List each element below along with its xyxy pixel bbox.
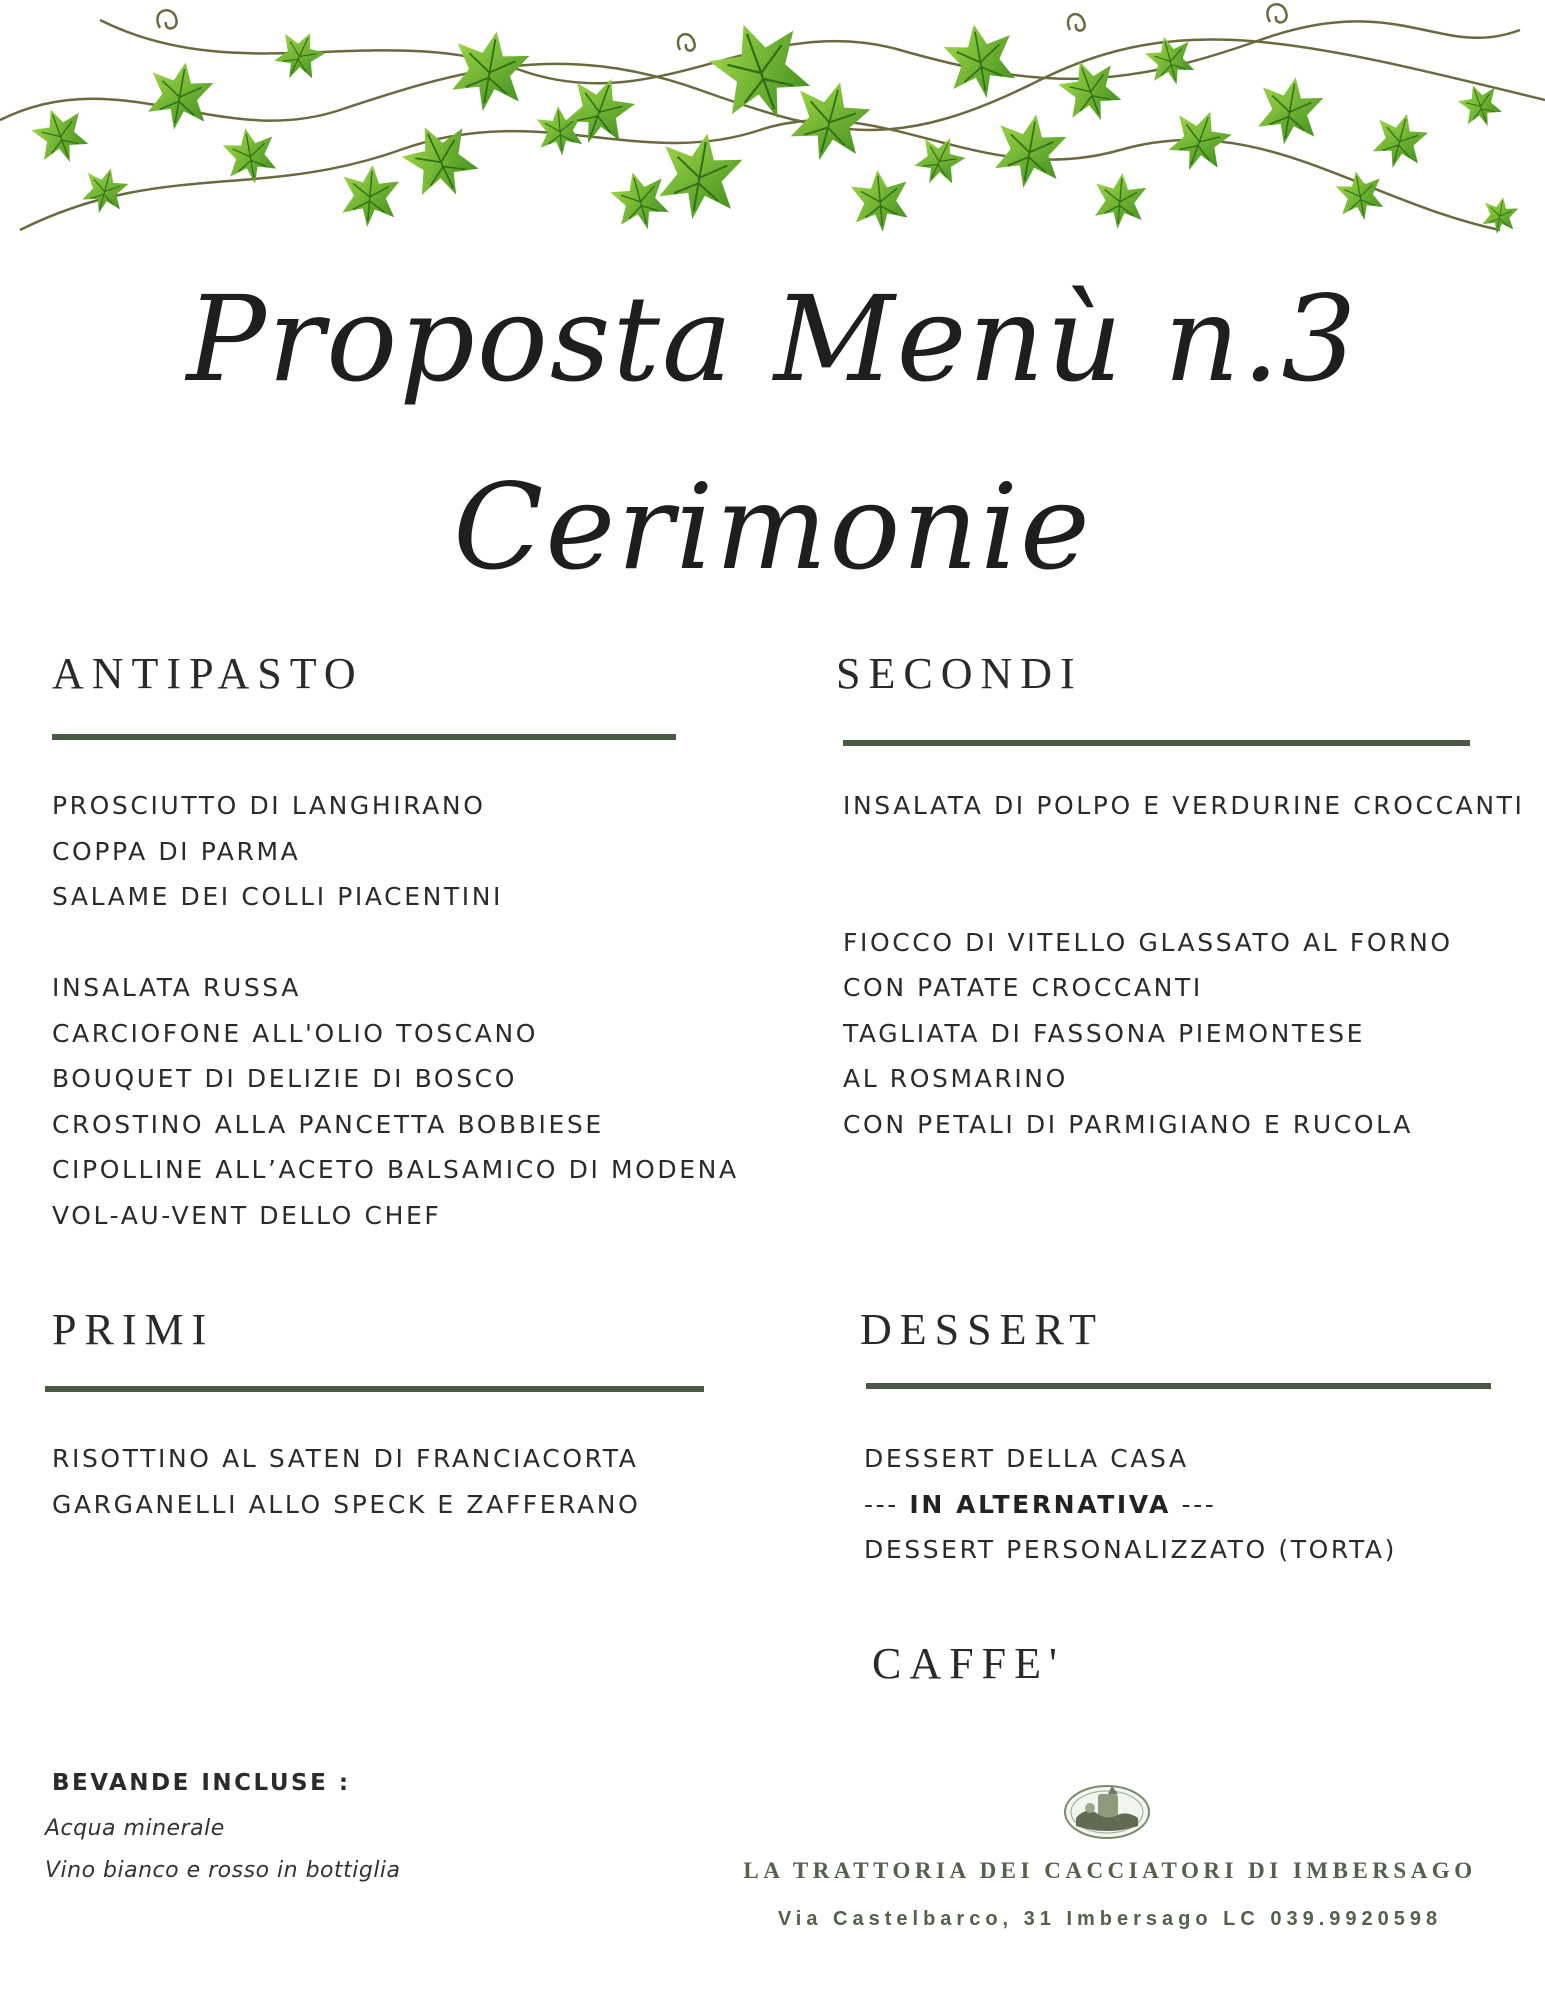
dessert-heading: DESSERT — [860, 1305, 1105, 1354]
list-item: AL ROSMARINO — [843, 1064, 1068, 1093]
list-item: INSALATA DI POLPO E VERDURINE CROCCANTI — [843, 791, 1525, 820]
list-item: VOL-AU-VENT DELLO CHEF — [52, 1200, 442, 1230]
list-item: TAGLIATA DI FASSONA PIEMONTESE — [843, 1018, 1366, 1048]
list-item: CON PATATE CROCCANTI — [843, 973, 1203, 1002]
list-spacer — [843, 874, 1525, 920]
caffe-heading: CAFFE' — [872, 1639, 1065, 1688]
trattoria-address: Via Castelbarco, 31 Imbersago LC 039.9920598 — [777, 1908, 1443, 1930]
primi-divider — [45, 1386, 704, 1392]
list-item: RISOTTINO AL SATEN DI FRANCIACORTA — [52, 1444, 639, 1473]
menu-subtitle: Cerimonie — [453, 458, 1092, 596]
antipasto-heading: ANTIPASTO — [52, 649, 364, 698]
list-spacer — [52, 920, 739, 966]
list-item: CON PETALI DI PARMIGIANO E RUCOLA — [843, 1109, 1413, 1139]
dessert-divider — [866, 1383, 1491, 1389]
list-item: GARGANELLI ALLO SPECK E ZAFFERANO — [52, 1489, 641, 1519]
alt-prefix: --- — [864, 1489, 910, 1519]
secondi-heading: SECONDI — [836, 649, 1083, 698]
bevande-title: BEVANDE INCLUSE : — [52, 1770, 351, 1796]
list-item: DESSERT PERSONALIZZATO (TORTA) — [864, 1535, 1397, 1564]
dessert-alternative-line — [864, 1482, 1397, 1528]
list-item: COPPA DI PARMA — [52, 836, 301, 866]
secondi-list — [843, 783, 1525, 1147]
alt-suffix: --- — [1170, 1489, 1217, 1519]
list-item: INSALATA RUSSA — [52, 973, 301, 1002]
list-item: FIOCCO DI VITELLO GLASSATO AL FORNO — [843, 927, 1453, 957]
list-item: SALAME DEI COLLI PIACENTINI — [52, 882, 504, 911]
bevande-item: Acqua minerale — [45, 1816, 225, 1841]
secondi-divider — [843, 740, 1470, 746]
bevande-item: Vino bianco e rosso in bottiglia — [45, 1858, 401, 1883]
primi-heading: PRIMI — [52, 1305, 215, 1354]
list-item: CARCIOFONE ALL'OLIO TOSCANO — [52, 1018, 539, 1048]
trattoria-logo — [1062, 1778, 1152, 1842]
primi-list — [52, 1436, 640, 1527]
list-item: CIPOLLINE ALL’ACETO BALSAMICO DI MODENA — [52, 1155, 739, 1184]
ivy-vine-decoration — [0, 0, 1545, 260]
dessert-list — [864, 1436, 1397, 1573]
list-item: DESSERT DELLA CASA — [864, 1444, 1189, 1473]
antipasto-divider — [52, 734, 676, 740]
list-item: BOUQUET DI DELIZIE DI BOSCO — [52, 1064, 517, 1093]
list-item: PROSCIUTTO DI LANGHIRANO — [52, 791, 486, 820]
alt-label: IN ALTERNATIVA — [909, 1489, 1171, 1519]
menu-title: Proposta Menù n.3 — [186, 270, 1359, 408]
trattoria-name: LA TRATTORIA DEI CACCIATORI DI IMBERSAGO — [743, 1858, 1477, 1883]
antipasto-list — [52, 783, 739, 1238]
list-spacer — [843, 829, 1525, 875]
list-item: CROSTINO ALLA PANCETTA BOBBIESE — [52, 1109, 604, 1139]
